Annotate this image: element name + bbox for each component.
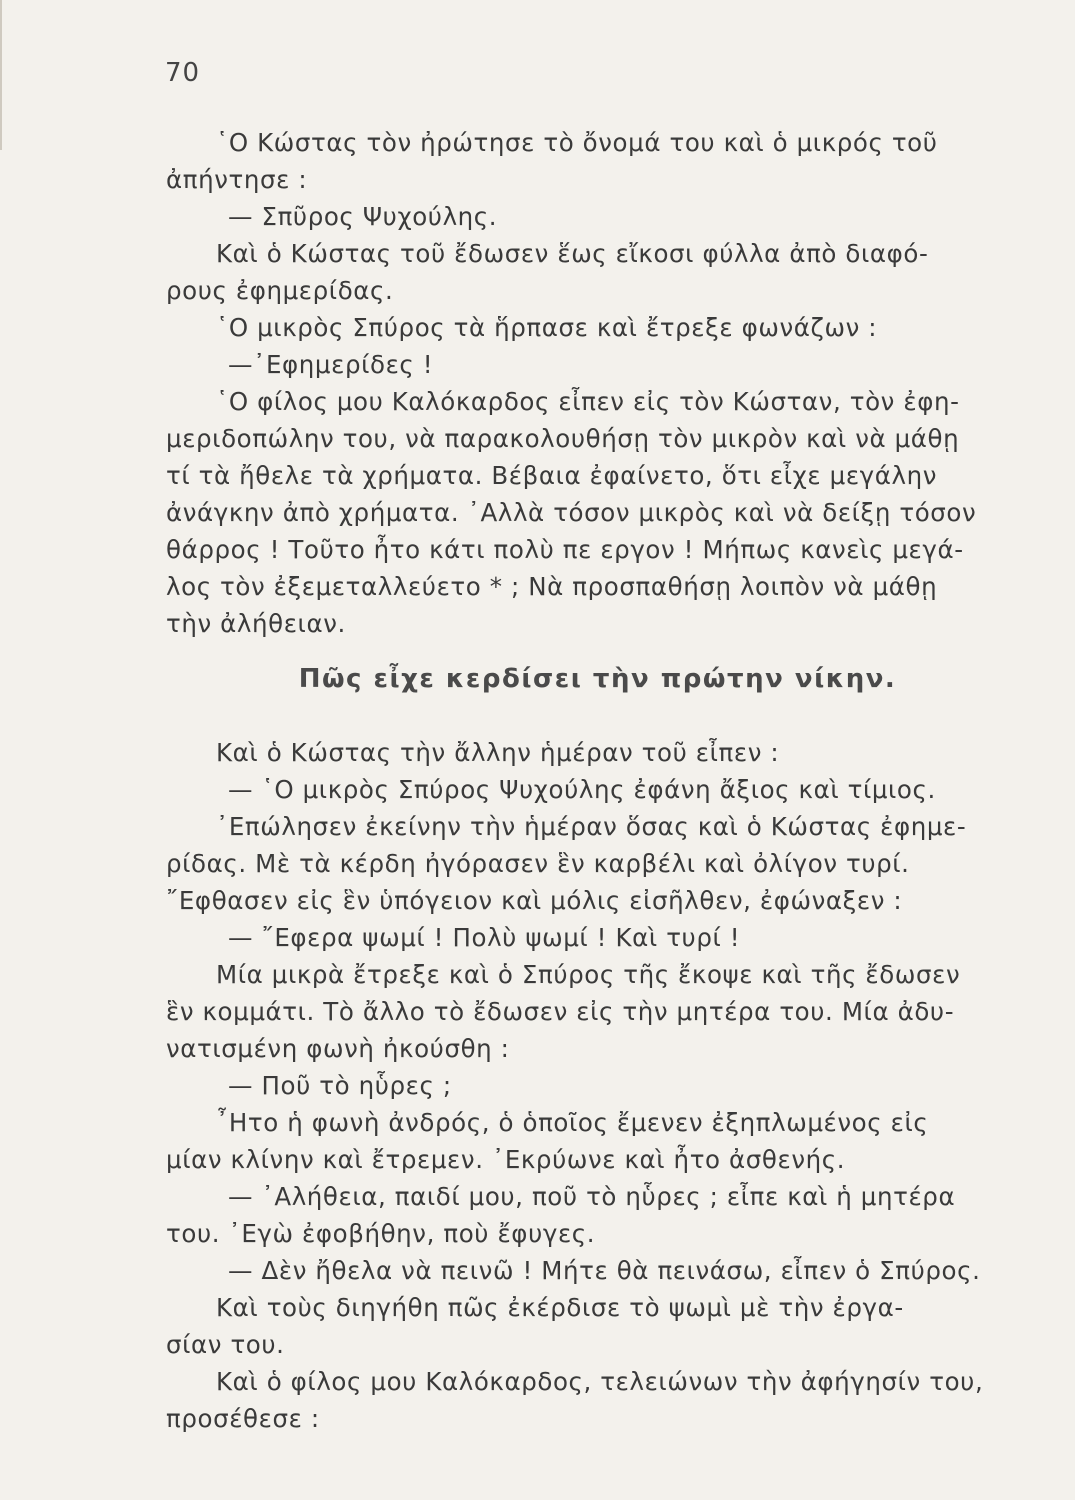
text-line: — Δὲν ἤθελα νὰ πεινῶ ! Μήτε θὰ πεινάσω, εἶπεν ὁ Σπύρος. bbox=[228, 1256, 981, 1285]
text-line: ῾Ο φίλος μου Καλόκαρδος εἶπεν εἰς τὸν Κώσταν, τὸν ἐφη- bbox=[216, 387, 960, 416]
text-line: Καὶ τοὺς διηγήθη πῶς ἐκέρδισε τὸ ψωμὶ μὲ τὴν ἐργα- bbox=[216, 1293, 904, 1322]
text-line: Καὶ ὁ Κώστας τὴν ἄλλην ἡμέραν τοῦ εἶπεν : bbox=[216, 738, 780, 767]
text-section-2 bbox=[166, 734, 1042, 1437]
text-line: ᾿Επώλησεν ἐκείνην τὴν ἡμέραν ὅσας καὶ ὁ Κώστας ἐφημε- bbox=[216, 812, 967, 841]
text-line: νατισμένη φωνὴ ἠκούσθη : bbox=[166, 1034, 510, 1063]
text-line: Καὶ ὁ Κώστας τοῦ ἔδωσεν ἕως εἴκοσι φύλλα ἀπὸ διαφό- bbox=[216, 239, 929, 268]
text-line: —᾿Εφημερίδες ! bbox=[228, 350, 434, 379]
text-line: σίαν του. bbox=[166, 1330, 285, 1359]
text-line: ῎Εφθασεν εἰς ἓν ὑπόγειον καὶ μόλις εἰσῆλθεν, ἐφώναξεν : bbox=[166, 886, 903, 915]
text-line: ἀνάγκην ἀπὸ χρήματα. ᾿Αλλὰ τόσον μικρὸς καὶ νὰ δείξῃ τόσον bbox=[166, 498, 977, 527]
text-section-1 bbox=[166, 124, 1042, 642]
text-line: τί τὰ ἤθελε τὰ χρήματα. Βέβαια ἐφαίνετο, ὅτι εἶχε μεγάλην bbox=[166, 461, 938, 490]
text-line: — Ποῦ τὸ ηὗρες ; bbox=[228, 1071, 452, 1100]
text-line: — ῎Εφερα ψωμί ! Πολὺ ψωμί ! Καὶ τυρί ! bbox=[228, 923, 741, 952]
text-line: ἓν κομμάτι. Τὸ ἄλλο τὸ ἔδωσεν εἰς τὴν μητέρα του. Μία ἀδυ- bbox=[166, 997, 955, 1026]
text-line: τὴν ἀλήθειαν. bbox=[166, 609, 346, 638]
text-line: Μία μικρὰ ἔτρεξε καὶ ὁ Σπύρος τῆς ἔκοψε καὶ τῆς ἔδωσεν bbox=[216, 960, 961, 989]
text-line: ῾Ο Κώστας τὸν ἠρώτησε τὸ ὄνομά του καὶ ὁ μικρός τοῦ bbox=[216, 128, 938, 157]
text-line: Καὶ ὁ φίλος μου Καλόκαρδος, τελειώνων τὴν ἀφήγησίν του, bbox=[216, 1367, 984, 1396]
text-line: ρίδας. Μὲ τὰ κέρδη ἠγόρασεν ἓν καρβέλι καὶ ὀλίγον τυρί. bbox=[166, 849, 910, 878]
text-line: λος τὸν ἐξεμεταλλεύετο * ; Νὰ προσπαθήσῃ λοιπὸν νὰ μάθῃ bbox=[166, 572, 938, 601]
text-line: — ᾿Αλήθεια, παιδί μου, ποῦ τὸ ηὗρες ; εἶπε καὶ ἡ μητέρα bbox=[228, 1182, 956, 1211]
text-line: ῏Ητο ἡ φωνὴ ἀνδρός, ὁ ὁποῖος ἔμενεν ἐξηπλωμένος εἰς bbox=[216, 1108, 929, 1137]
text-line: ἀπήντησε : bbox=[166, 165, 308, 194]
text-line: μεριδοπώλην του, νὰ παρακολουθήσῃ τὸν μικρὸν καὶ νὰ μάθῃ bbox=[166, 424, 960, 453]
section-heading bbox=[0, 664, 1075, 694]
text-line: ρους ἐφημερίδας. bbox=[166, 276, 394, 305]
section-heading-text: Πῶς εἶχε κερδίσει τὴν πρώτην νίκην. bbox=[298, 664, 897, 694]
text-line: θάρρος ! Τοῦτο ἦτο κάτι πολὺ πε εργον ! Μήπως κανεὶς μεγά- bbox=[166, 535, 964, 564]
text-line: — ῾Ο μικρὸς Σπύρος Ψυχούλης ἐφάνη ἄξιος καὶ τίμιος. bbox=[228, 775, 936, 804]
page-number: 70 bbox=[165, 58, 201, 88]
page-edge-mark bbox=[0, 0, 16, 150]
text-line: — Σπῦρος Ψυχούλης. bbox=[228, 202, 498, 231]
text-line: μίαν κλίνην καὶ ἔτρεμεν. ᾿Εκρύωνε καὶ ἦτο ἀσθενής. bbox=[166, 1145, 846, 1174]
text-line: του. ᾿Εγὼ ἐφοβήθην, ποὺ ἔφυγες. bbox=[166, 1219, 596, 1248]
text-line: προσέθεσε : bbox=[166, 1404, 320, 1433]
text-line: ῾Ο μικρὸς Σπύρος τὰ ἥρπασε καὶ ἔτρεξε φωνάζων : bbox=[216, 313, 878, 342]
